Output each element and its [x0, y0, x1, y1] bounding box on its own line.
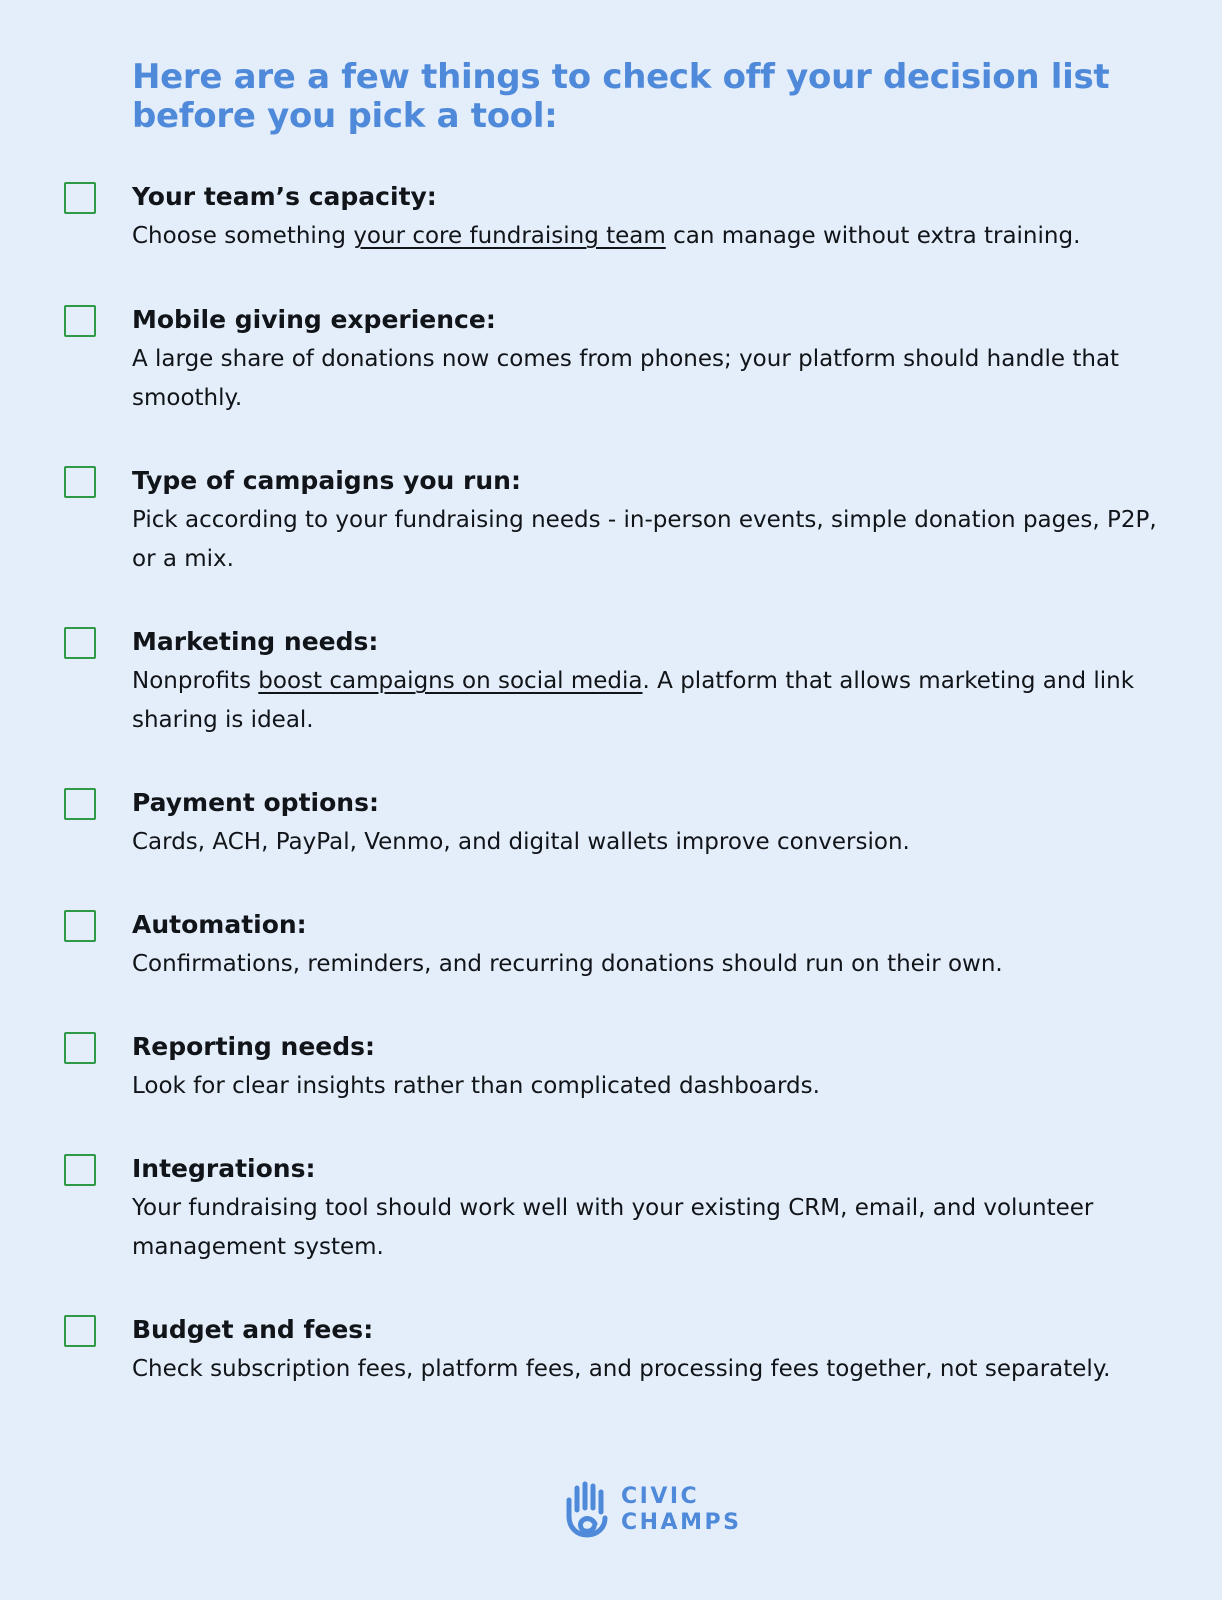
item-description — [132, 662, 1162, 740]
item-description-text: Nonprofits — [132, 668, 259, 694]
item-heading: Integrations: — [132, 1154, 316, 1183]
checkbox-reporting-needs[interactable] — [64, 1032, 96, 1064]
item-description: Confirmations, reminders, and recurring donations should run on their own. — [132, 951, 1003, 977]
checkbox-payment-options[interactable] — [64, 788, 96, 820]
core-fundraising-team-link[interactable]: your core fundraising team — [353, 223, 666, 249]
logo-wordmark — [621, 1484, 741, 1536]
item-heading: Mobile giving experience: — [132, 305, 496, 334]
item-heading: Your team’s capacity: — [132, 182, 437, 211]
item-heading: Marketing needs: — [132, 627, 379, 656]
item-description-text: Choose something — [132, 223, 354, 249]
item-description-text: . A platform that allows marketing and link sharing is ideal. — [132, 668, 1135, 733]
item-description-text: can manage without extra training. — [665, 223, 1081, 249]
hand-logo-icon — [563, 1480, 615, 1538]
page-title: Here are a few things to check off your decision list before you pick a tool: — [132, 57, 1110, 136]
civic-champs-logo — [563, 1480, 743, 1540]
checkbox-integrations[interactable] — [64, 1154, 96, 1186]
item-description: Pick according to your fundraising needs - in-person events, simple donation pages, P2P, or a mix. — [132, 507, 1157, 572]
item-heading: Payment options: — [132, 788, 379, 817]
checkbox-automation[interactable] — [64, 910, 96, 942]
item-heading: Type of campaigns you run: — [132, 466, 521, 495]
item-description — [132, 217, 1162, 256]
logo-line-civic: CIVIC — [621, 1484, 700, 1509]
item-heading: Reporting needs: — [132, 1032, 376, 1061]
checkbox-campaign-types[interactable] — [64, 466, 96, 498]
checkbox-marketing-needs[interactable] — [64, 627, 96, 659]
item-description: Your fundraising tool should work well with your existing CRM, email, and volunteer management system. — [132, 1195, 1094, 1260]
logo-line-champs: CHAMPS — [621, 1510, 742, 1535]
item-description: A large share of donations now comes from phones; your platform should handle that smoothly. — [132, 346, 1120, 411]
checkbox-team-capacity[interactable] — [64, 182, 96, 214]
item-heading: Automation: — [132, 910, 307, 939]
item-description: Cards, ACH, PayPal, Venmo, and digital wallets improve conversion. — [132, 829, 910, 855]
boost-campaigns-social-media-link[interactable]: boost campaigns on social media — [258, 668, 643, 694]
item-description: Look for clear insights rather than complicated dashboards. — [132, 1073, 820, 1099]
item-description: Check subscription fees, platform fees, and processing fees together, not separately. — [132, 1356, 1111, 1382]
checkbox-mobile-giving[interactable] — [64, 305, 96, 337]
checkbox-budget-fees[interactable] — [64, 1315, 96, 1347]
item-heading: Budget and fees: — [132, 1315, 374, 1344]
